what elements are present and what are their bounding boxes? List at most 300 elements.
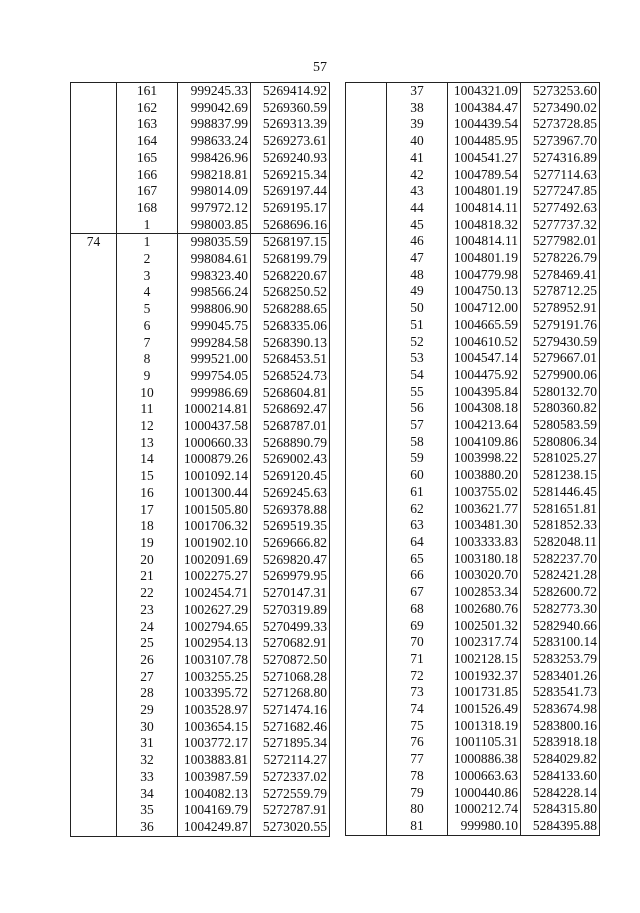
y-coordinate-cell: 5273490.02 — [521, 100, 600, 117]
table-row — [71, 685, 330, 702]
x-coordinate-cell: 1003883.81 — [178, 752, 251, 769]
table-row — [346, 534, 600, 551]
y-coordinate-cell: 5270319.89 — [251, 602, 330, 619]
group-cell — [71, 468, 117, 485]
group-cell — [346, 83, 387, 100]
x-coordinate-cell: 1000660.33 — [178, 435, 251, 452]
y-coordinate-cell: 5280583.59 — [521, 417, 600, 434]
y-coordinate-cell: 5272559.79 — [251, 786, 330, 803]
y-coordinate-cell: 5273253.60 — [521, 83, 600, 100]
y-coordinate-cell: 5277982.01 — [521, 233, 600, 250]
x-coordinate-cell: 1004384.47 — [448, 100, 521, 117]
table-row — [346, 200, 600, 217]
table-row — [71, 702, 330, 719]
x-coordinate-cell: 999980.10 — [448, 818, 521, 835]
group-cell — [346, 651, 387, 668]
group-cell — [71, 669, 117, 686]
y-coordinate-cell: 5271682.46 — [251, 719, 330, 736]
table-row — [71, 451, 330, 468]
x-coordinate-cell: 999284.58 — [178, 335, 251, 352]
table-row — [346, 684, 600, 701]
point-number-cell: 76 — [410, 734, 424, 750]
table-row — [71, 652, 330, 669]
y-coordinate-cell: 5268197.15 — [251, 234, 330, 251]
x-coordinate-cell: 1003987.59 — [178, 769, 251, 786]
point-number-cell: 164 — [136, 133, 158, 149]
x-coordinate-cell: 1001092.14 — [178, 468, 251, 485]
x-coordinate-cell: 998633.24 — [178, 133, 251, 150]
table-row — [346, 334, 600, 351]
x-coordinate-cell: 1003333.83 — [448, 534, 521, 551]
y-coordinate-cell: 5271068.28 — [251, 669, 330, 686]
y-coordinate-cell: 5281651.81 — [521, 501, 600, 518]
table-row — [346, 116, 600, 133]
table-row — [71, 335, 330, 352]
y-coordinate-cell: 5268199.79 — [251, 251, 330, 268]
table-row — [71, 735, 330, 752]
group-cell — [71, 83, 117, 100]
point-number-cell: 166 — [136, 166, 158, 182]
table-row — [346, 551, 600, 568]
y-coordinate-cell: 5277114.63 — [521, 167, 600, 184]
table-row — [71, 301, 330, 318]
y-coordinate-cell: 5270682.91 — [251, 635, 330, 652]
x-coordinate-cell: 999245.33 — [178, 83, 251, 100]
table-row — [346, 283, 600, 300]
table-row — [346, 818, 600, 835]
point-number-cell: 62 — [410, 500, 424, 516]
x-coordinate-cell: 1003880.20 — [448, 467, 521, 484]
y-coordinate-cell: 5268288.65 — [251, 301, 330, 318]
table-row — [71, 669, 330, 686]
point-number-cell: 1 — [143, 216, 151, 232]
point-number-cell: 49 — [410, 283, 424, 299]
x-coordinate-cell: 998426.96 — [178, 150, 251, 167]
y-coordinate-cell: 5269273.61 — [251, 133, 330, 150]
table-row — [71, 116, 330, 133]
table-row — [71, 535, 330, 552]
point-number-cell: 31 — [140, 735, 154, 751]
x-coordinate-cell: 1003755.02 — [448, 484, 521, 501]
y-coordinate-cell: 5268524.73 — [251, 368, 330, 385]
y-coordinate-cell: 5278712.25 — [521, 283, 600, 300]
table-row — [346, 701, 600, 718]
point-number-cell: 28 — [140, 685, 154, 701]
y-coordinate-cell: 5268220.67 — [251, 268, 330, 285]
table-row — [71, 769, 330, 786]
y-coordinate-cell: 5269313.39 — [251, 116, 330, 133]
y-coordinate-cell: 5281446.45 — [521, 484, 600, 501]
point-number-cell: 163 — [136, 116, 158, 132]
group-cell — [346, 150, 387, 167]
point-number-cell: 11 — [140, 401, 154, 417]
x-coordinate-cell: 998218.81 — [178, 167, 251, 184]
group-cell — [346, 584, 387, 601]
y-coordinate-cell: 5283253.79 — [521, 651, 600, 668]
group-cell: 74 — [71, 234, 117, 251]
table-row — [346, 417, 600, 434]
table-row — [346, 768, 600, 785]
group-cell — [71, 385, 117, 402]
y-coordinate-cell: 5280806.34 — [521, 434, 600, 451]
group-cell — [346, 801, 387, 818]
point-number-cell: 59 — [410, 450, 424, 466]
x-coordinate-cell: 1004249.87 — [178, 819, 251, 836]
point-number-cell: 51 — [410, 316, 424, 332]
y-coordinate-cell: 5281238.15 — [521, 467, 600, 484]
x-coordinate-cell: 1004610.52 — [448, 334, 521, 351]
y-coordinate-cell: 5284395.88 — [521, 818, 600, 835]
group-cell — [346, 350, 387, 367]
group-cell — [346, 718, 387, 735]
y-coordinate-cell: 5270872.50 — [251, 652, 330, 669]
point-number-cell: 66 — [410, 567, 424, 583]
table-row — [71, 752, 330, 769]
point-number-cell: 52 — [410, 333, 424, 349]
y-coordinate-cell: 5269378.88 — [251, 502, 330, 519]
table-row — [71, 619, 330, 636]
point-number-cell: 35 — [140, 802, 154, 818]
group-cell — [346, 450, 387, 467]
x-coordinate-cell: 1004779.98 — [448, 267, 521, 284]
group-cell — [346, 384, 387, 401]
group-cell — [346, 818, 387, 835]
y-coordinate-cell: 5283541.73 — [521, 684, 600, 701]
point-number-cell: 15 — [140, 468, 154, 484]
x-coordinate-cell: 1001105.31 — [448, 734, 521, 751]
group-cell — [346, 618, 387, 635]
x-coordinate-cell: 1000663.63 — [448, 768, 521, 785]
group-cell — [346, 668, 387, 685]
table-row — [346, 668, 600, 685]
y-coordinate-cell: 5281852.33 — [521, 517, 600, 534]
point-number-cell: 41 — [410, 149, 424, 165]
x-coordinate-cell: 1000879.26 — [178, 451, 251, 468]
point-number-cell: 77 — [410, 751, 424, 767]
x-coordinate-cell: 998035.59 — [178, 234, 251, 251]
x-coordinate-cell: 1003528.97 — [178, 702, 251, 719]
point-number-cell: 12 — [140, 418, 154, 434]
group-cell — [346, 768, 387, 785]
y-coordinate-cell: 5268890.79 — [251, 435, 330, 452]
point-number-cell: 72 — [410, 667, 424, 683]
y-coordinate-cell: 5282237.70 — [521, 551, 600, 568]
y-coordinate-cell: 5279430.59 — [521, 334, 600, 351]
y-coordinate-cell: 5268604.81 — [251, 385, 330, 402]
table-row — [71, 217, 330, 234]
x-coordinate-cell: 999042.69 — [178, 100, 251, 117]
group-cell — [71, 752, 117, 769]
table-row — [71, 502, 330, 519]
group-cell — [71, 368, 117, 385]
group-cell — [346, 133, 387, 150]
group-cell — [71, 451, 117, 468]
table-row — [346, 100, 600, 117]
group-cell — [346, 200, 387, 217]
table-row — [71, 518, 330, 535]
point-number-cell: 39 — [410, 116, 424, 132]
group-cell — [346, 684, 387, 701]
table-row — [71, 351, 330, 368]
point-number-cell: 60 — [410, 467, 424, 483]
x-coordinate-cell: 997972.12 — [178, 200, 251, 217]
point-number-cell: 6 — [143, 317, 151, 333]
table-row — [71, 585, 330, 602]
group-cell — [346, 267, 387, 284]
x-coordinate-cell: 1004169.79 — [178, 802, 251, 819]
point-number-cell: 24 — [140, 618, 154, 634]
group-cell — [346, 501, 387, 518]
table-row — [346, 751, 600, 768]
y-coordinate-cell: 5282773.30 — [521, 601, 600, 618]
group-cell — [71, 335, 117, 352]
point-number-cell: 16 — [140, 484, 154, 500]
y-coordinate-cell: 5273020.55 — [251, 819, 330, 836]
x-coordinate-cell: 1002501.32 — [448, 618, 521, 635]
table-row — [71, 819, 330, 836]
group-cell — [346, 634, 387, 651]
coordinates-table-right — [345, 82, 600, 836]
y-coordinate-cell: 5272337.02 — [251, 769, 330, 786]
y-coordinate-cell: 5271268.80 — [251, 685, 330, 702]
group-cell — [346, 534, 387, 551]
point-number-cell: 162 — [136, 99, 158, 115]
table-row — [71, 268, 330, 285]
y-coordinate-cell: 5274316.89 — [521, 150, 600, 167]
y-coordinate-cell: 5269240.93 — [251, 150, 330, 167]
y-coordinate-cell: 5279667.01 — [521, 350, 600, 367]
group-cell — [71, 652, 117, 669]
point-number-cell: 78 — [410, 767, 424, 783]
table-row — [346, 634, 600, 651]
y-coordinate-cell: 5277492.63 — [521, 200, 600, 217]
point-number-cell: 47 — [410, 250, 424, 266]
group-cell — [71, 301, 117, 318]
group-cell — [71, 268, 117, 285]
table-row — [71, 485, 330, 502]
table-row — [71, 468, 330, 485]
point-number-cell: 18 — [140, 518, 154, 534]
point-number-cell: 61 — [410, 483, 424, 499]
y-coordinate-cell: 5269360.59 — [251, 100, 330, 117]
y-coordinate-cell: 5273967.70 — [521, 133, 600, 150]
x-coordinate-cell: 1001505.80 — [178, 502, 251, 519]
x-coordinate-cell: 1002275.27 — [178, 568, 251, 585]
x-coordinate-cell: 1001731.85 — [448, 684, 521, 701]
x-coordinate-cell: 1004547.14 — [448, 350, 521, 367]
x-coordinate-cell: 1004814.11 — [448, 200, 521, 217]
y-coordinate-cell: 5284029.82 — [521, 751, 600, 768]
point-number-cell: 29 — [140, 702, 154, 718]
group-cell — [346, 283, 387, 300]
y-coordinate-cell: 5282048.11 — [521, 534, 600, 551]
x-coordinate-cell: 1004321.09 — [448, 83, 521, 100]
point-number-cell: 4 — [143, 284, 151, 300]
point-number-cell: 5 — [143, 301, 151, 317]
table-row — [346, 217, 600, 234]
table-row — [71, 719, 330, 736]
group-cell — [71, 635, 117, 652]
x-coordinate-cell: 1001526.49 — [448, 701, 521, 718]
group-cell — [346, 517, 387, 534]
table-row — [346, 584, 600, 601]
point-number-cell: 19 — [140, 534, 154, 550]
group-cell — [71, 518, 117, 535]
table-row — [71, 401, 330, 418]
table-row — [71, 318, 330, 335]
point-number-cell: 53 — [410, 350, 424, 366]
y-coordinate-cell: 5271474.16 — [251, 702, 330, 719]
y-coordinate-cell: 5270499.33 — [251, 619, 330, 636]
table-row — [71, 234, 330, 251]
x-coordinate-cell: 1003998.22 — [448, 450, 521, 467]
x-coordinate-cell: 1001902.10 — [178, 535, 251, 552]
table-row — [71, 167, 330, 184]
group-cell — [71, 685, 117, 702]
group-cell — [71, 786, 117, 803]
group-cell — [71, 116, 117, 133]
x-coordinate-cell: 1002128.15 — [448, 651, 521, 668]
x-coordinate-cell: 1004213.64 — [448, 417, 521, 434]
table-row — [346, 484, 600, 501]
group-cell — [71, 802, 117, 819]
x-coordinate-cell: 1004665.59 — [448, 317, 521, 334]
point-number-cell: 74 — [410, 701, 424, 717]
x-coordinate-cell: 998084.61 — [178, 251, 251, 268]
table-row — [346, 233, 600, 250]
group-cell — [71, 167, 117, 184]
point-number-cell: 27 — [140, 668, 154, 684]
group-cell — [346, 183, 387, 200]
group-cell — [346, 217, 387, 234]
point-number-cell: 81 — [387, 818, 448, 835]
table-row — [71, 368, 330, 385]
y-coordinate-cell: 5278469.41 — [521, 267, 600, 284]
y-coordinate-cell: 5279191.76 — [521, 317, 600, 334]
x-coordinate-cell: 1002317.74 — [448, 634, 521, 651]
y-coordinate-cell: 5278952.91 — [521, 300, 600, 317]
x-coordinate-cell: 998003.85 — [178, 217, 251, 234]
point-number-cell: 165 — [136, 149, 158, 165]
y-coordinate-cell: 5269197.44 — [251, 183, 330, 200]
x-coordinate-cell: 1004395.84 — [448, 384, 521, 401]
x-coordinate-cell: 1002454.71 — [178, 585, 251, 602]
y-coordinate-cell: 5283674.98 — [521, 701, 600, 718]
x-coordinate-cell: 1004712.00 — [448, 300, 521, 317]
point-number-cell: 45 — [410, 216, 424, 232]
x-coordinate-cell: 1002627.29 — [178, 602, 251, 619]
group-cell — [346, 233, 387, 250]
y-coordinate-cell: 5269979.95 — [251, 568, 330, 585]
x-coordinate-cell: 1004801.19 — [448, 183, 521, 200]
x-coordinate-cell: 1002954.13 — [178, 635, 251, 652]
point-number-cell: 14 — [140, 451, 154, 467]
table-row — [346, 601, 600, 618]
x-coordinate-cell: 1003180.18 — [448, 551, 521, 568]
table-row — [346, 384, 600, 401]
group-cell — [346, 167, 387, 184]
table-row — [71, 552, 330, 569]
group-cell — [71, 401, 117, 418]
point-number-cell: 69 — [410, 617, 424, 633]
group-cell — [71, 502, 117, 519]
table-row — [346, 167, 600, 184]
x-coordinate-cell: 1001300.44 — [178, 485, 251, 502]
table-row — [71, 418, 330, 435]
table-row — [346, 300, 600, 317]
x-coordinate-cell: 1004801.19 — [448, 250, 521, 267]
x-coordinate-cell: 1003395.72 — [178, 685, 251, 702]
group-cell — [346, 367, 387, 384]
table-row — [71, 635, 330, 652]
group-cell — [71, 702, 117, 719]
group-cell — [346, 417, 387, 434]
table-row — [346, 250, 600, 267]
y-coordinate-cell: 5277737.32 — [521, 217, 600, 234]
group-cell — [71, 535, 117, 552]
y-coordinate-cell: 5273728.85 — [521, 116, 600, 133]
y-coordinate-cell: 5282600.72 — [521, 584, 600, 601]
x-coordinate-cell: 1004789.54 — [448, 167, 521, 184]
point-number-cell: 1 — [117, 234, 178, 251]
y-coordinate-cell: 5283100.14 — [521, 634, 600, 651]
point-number-cell: 48 — [410, 266, 424, 282]
y-coordinate-cell: 5269002.43 — [251, 451, 330, 468]
y-coordinate-cell: 5277247.85 — [521, 183, 600, 200]
group-cell — [71, 133, 117, 150]
point-number-cell: 44 — [410, 199, 424, 215]
point-number-cell: 70 — [410, 634, 424, 650]
x-coordinate-cell: 998014.09 — [178, 183, 251, 200]
x-coordinate-cell: 1002853.34 — [448, 584, 521, 601]
x-coordinate-cell: 1004439.54 — [448, 116, 521, 133]
y-coordinate-cell: 5279900.06 — [521, 367, 600, 384]
point-number-cell: 13 — [140, 434, 154, 450]
point-number-cell: 167 — [136, 183, 158, 199]
coordinates-table-left — [70, 82, 330, 837]
table-row — [71, 802, 330, 819]
group-cell — [71, 183, 117, 200]
point-number-cell: 32 — [140, 752, 154, 768]
point-number-cell: 79 — [410, 784, 424, 800]
table-row — [71, 602, 330, 619]
x-coordinate-cell: 1001932.37 — [448, 668, 521, 685]
x-coordinate-cell: 1003621.77 — [448, 501, 521, 518]
x-coordinate-cell: 1000212.74 — [448, 801, 521, 818]
x-coordinate-cell: 1004308.18 — [448, 400, 521, 417]
table-row — [346, 467, 600, 484]
group-cell — [346, 300, 387, 317]
table-row — [346, 718, 600, 735]
table-row — [346, 183, 600, 200]
point-number-cell: 57 — [410, 417, 424, 433]
x-coordinate-cell: 1004082.13 — [178, 786, 251, 803]
table-row — [71, 100, 330, 117]
table-row — [346, 734, 600, 751]
point-number-cell: 50 — [410, 300, 424, 316]
y-coordinate-cell: 5272787.91 — [251, 802, 330, 819]
table-row — [71, 435, 330, 452]
y-coordinate-cell: 5268696.16 — [251, 217, 330, 234]
x-coordinate-cell: 1003020.70 — [448, 567, 521, 584]
group-cell — [71, 435, 117, 452]
x-coordinate-cell: 1003255.25 — [178, 669, 251, 686]
point-number-cell: 65 — [410, 550, 424, 566]
x-coordinate-cell: 1000437.58 — [178, 418, 251, 435]
point-number-cell: 63 — [410, 517, 424, 533]
group-cell — [346, 116, 387, 133]
point-number-cell: 36 — [117, 819, 178, 836]
